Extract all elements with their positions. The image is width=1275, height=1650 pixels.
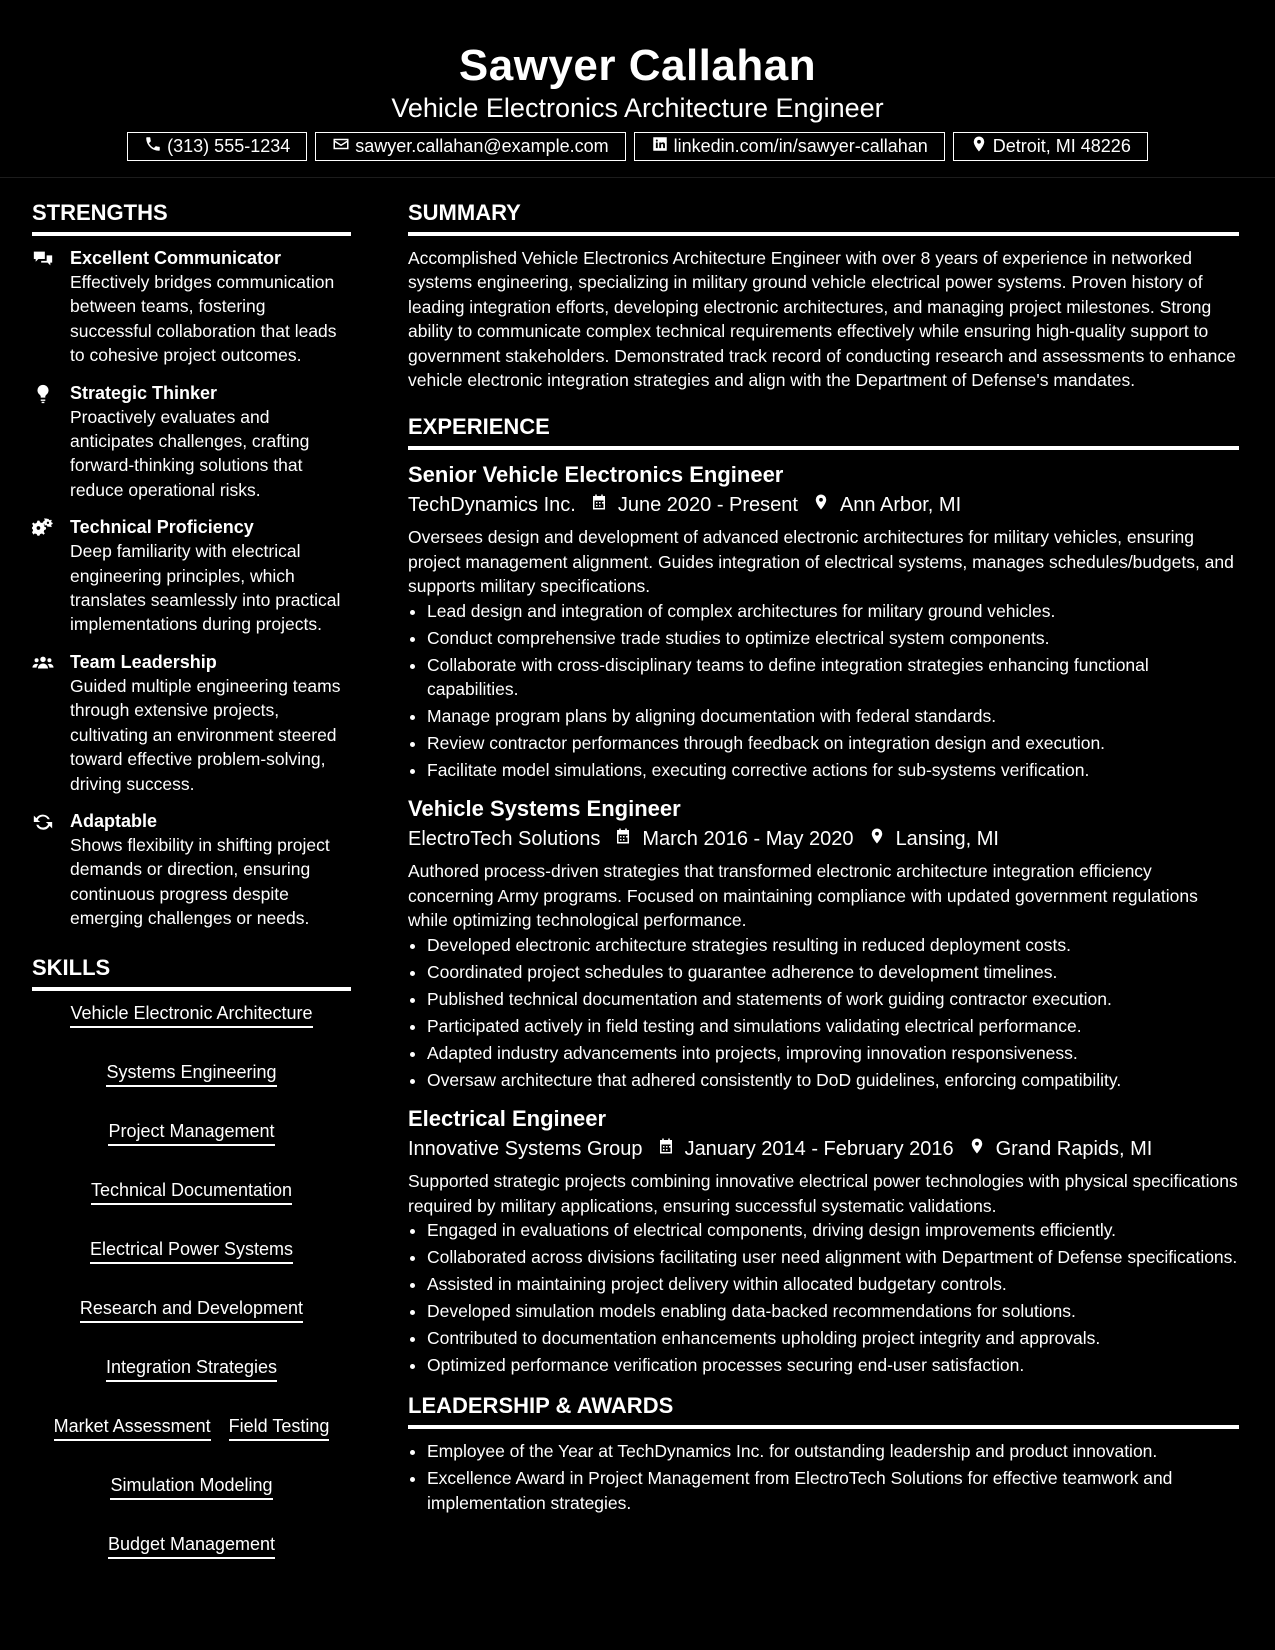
contact-email[interactable]: [315, 132, 625, 161]
calendar-icon: [600, 824, 642, 854]
role-meta: [408, 1134, 1239, 1164]
sync-icon: [32, 809, 70, 931]
strength-desc: Proactively evaluates and anticipates challenges, crafting forward-thinking solutions that reduce operational risks.: [70, 406, 310, 500]
skill-tag: Market Assessment: [54, 1414, 211, 1441]
experience-entry: [408, 1104, 1239, 1377]
bullet-item: • Collaborated across divisions facilitating user need alignment with Department of Defense specifications.: [427, 1245, 1239, 1269]
strength-item: [32, 809, 351, 931]
role-title: Electrical Engineer: [408, 1106, 607, 1132]
comments-icon: [32, 246, 70, 368]
bullet-item: • Lead design and integration of complex architectures for military ground vehicles.: [427, 599, 1239, 623]
skill-tag: Electrical Power Systems: [90, 1237, 293, 1264]
skill-tag: Research and Development: [80, 1296, 303, 1323]
bullet-item: • Published technical documentation and statements of work guiding contractor execution.: [427, 987, 1239, 1011]
company-name: Innovative Systems Group: [408, 1138, 643, 1161]
role-meta: [408, 824, 1239, 854]
role-title: Senior Vehicle Electronics Engineer: [408, 462, 784, 488]
bullet-item: • Contributed to documentation enhancements upholding project integrity and approvals.: [427, 1326, 1239, 1350]
role-dates: January 2014 - February 2016: [684, 1138, 954, 1161]
role-location: Lansing, MI: [895, 828, 999, 851]
contact-phone[interactable]: [127, 132, 307, 161]
contact-linkedin-text: linkedin.com/in/sawyer-callahan: [673, 136, 928, 156]
skill-tag: Budget Management: [108, 1532, 275, 1559]
bullet-item: • Engaged in evaluations of electrical components, driving design improvements efficiently.: [427, 1218, 1239, 1242]
skill-tag: Systems Engineering: [106, 1060, 276, 1087]
role-bullets: [408, 599, 1239, 783]
bullet-item: • Conduct comprehensive trade studies to optimize electrical system components.: [427, 626, 1239, 650]
bullet-item: • Facilitate model simulations, executing corrective actions for sub-systems verification.: [427, 758, 1239, 782]
role-bullets: [408, 933, 1239, 1092]
skill-tag: Project Management: [108, 1119, 274, 1146]
contact-linkedin[interactable]: [634, 132, 945, 161]
summary-heading: SUMMARY: [408, 196, 1239, 236]
contact-location-text: Detroit, MI 48226: [992, 136, 1131, 156]
right-column: [408, 196, 1239, 1518]
strength-item: [32, 650, 351, 796]
company-name: TechDynamics Inc.: [408, 494, 576, 517]
bullet-item: • Oversaw architecture that adhered consistently to DoD guidelines, enforcing compatibility.: [427, 1068, 1239, 1092]
skill-tag: Vehicle Electronic Architecture: [70, 1001, 312, 1028]
strength-desc: Deep familiarity with electrical engineering principles, which translates seamlessly into practical implementations during projects.: [70, 541, 341, 635]
role-title: Vehicle Systems Engineer: [408, 796, 681, 822]
map-marker-icon: [970, 135, 988, 158]
calendar-icon: [643, 1134, 685, 1164]
skills-heading: SKILLS: [32, 951, 351, 991]
role-location: Ann Arbor, MI: [839, 494, 962, 517]
calendar-icon: [576, 490, 618, 520]
bullet-item: • Collaborate with cross-disciplinary teams to define integration strategies enhancing functional capabilities.: [427, 653, 1239, 702]
strength-title: Strategic Thinker: [70, 382, 218, 403]
bullet-item: • Review contractor performances through feedback on integration design and execution.: [427, 731, 1239, 755]
award-item: • Excellence Award in Project Management from ElectroTech Solutions for effective teamwork and implementation strategies.: [427, 1466, 1239, 1515]
strength-desc: Effectively bridges communication between teams, fostering successful collaboration that leads to cohesive project outcomes.: [70, 272, 337, 366]
company-name: ElectroTech Solutions: [408, 828, 601, 851]
role-description: Authored process-driven strategies that transformed electronic architecture integration efficiency concerning Army programs. Focused on maintaining compliance with updated government regulations while optimizing technological performance.: [408, 861, 1198, 931]
awards-heading: LEADERSHIP & AWARDS: [408, 1389, 1239, 1429]
role-description: Oversees design and development of advanced electronic architectures for military vehicles, ensuring project management alignment. Guides integration of electrical systems, manages schedules/budgets, and supports military specifications.: [408, 527, 1234, 597]
award-item: • Employee of the Year at TechDynamics Inc. for outstanding leadership and product innovation.: [427, 1439, 1239, 1463]
left-column: [32, 196, 351, 1559]
bullet-item: • Developed simulation models enabling data-backed recommendations for solutions.: [427, 1299, 1239, 1323]
phone-icon: [144, 135, 162, 158]
skill-tag: Simulation Modeling: [110, 1473, 272, 1500]
bullet-item: • Adapted industry advancements into projects, improving innovation responsiveness.: [427, 1041, 1239, 1065]
envelope-icon: [332, 135, 350, 158]
role-dates: June 2020 - Present: [617, 494, 798, 517]
experience-entry: [408, 460, 1239, 782]
strength-desc: Guided multiple engineering teams through extensive projects, cultivating an environment steered toward effective problem-solving, driving success.: [70, 675, 341, 794]
map-marker-icon: [798, 490, 840, 520]
experience-entry: [408, 794, 1239, 1092]
bullet-item: • Optimized performance verification processes securing end-user satisfaction.: [427, 1353, 1239, 1377]
bullet-item: • Coordinated project schedules to guarantee adherence to development timelines.: [427, 960, 1239, 984]
users-icon: [32, 650, 70, 796]
strength-item: [32, 515, 351, 637]
strength-desc: Shows flexibility in shifting project demands or direction, ensuring continuous progress despite emerging challenges or needs.: [70, 834, 330, 929]
bullet-item: • Participated actively in field testing and simulations validating electrical performance.: [427, 1014, 1239, 1038]
linkedin-icon: [651, 135, 669, 158]
bullet-item: • Developed electronic architecture strategies resulting in reduced deployment costs.: [427, 933, 1239, 957]
role-dates: March 2016 - May 2020: [642, 828, 854, 851]
strength-title: Team Leadership: [70, 651, 217, 672]
strengths-heading: STRENGTHS: [32, 196, 351, 236]
strength-title: Excellent Communicator: [70, 248, 282, 268]
strength-item: [32, 381, 351, 503]
bullet-item: • Manage program plans by aligning documentation with federal standards.: [427, 704, 1239, 728]
map-marker-icon: [854, 824, 896, 854]
skills-list: [32, 1001, 351, 1559]
strength-item: [32, 246, 351, 368]
contact-location[interactable]: [953, 132, 1148, 161]
lightbulb-icon: [32, 381, 70, 503]
experience-heading: EXPERIENCE: [408, 410, 1239, 450]
role-location: Grand Rapids, MI: [995, 1138, 1153, 1161]
resume-header: [0, 0, 1275, 178]
contact-phone-text: (313) 555-1234: [167, 136, 291, 156]
bullet-item: • Assisted in maintaining project delivery within allocated budgetary controls.: [427, 1272, 1239, 1296]
cogs-icon: [32, 515, 70, 637]
role-meta: [408, 490, 1239, 520]
candidate-name: Sawyer Callahan: [458, 41, 817, 90]
strength-title: Technical Proficiency: [70, 517, 254, 538]
contact-email-text: sawyer.callahan@example.com: [355, 136, 609, 156]
strength-title: Adaptable: [70, 810, 158, 831]
awards-list: [408, 1439, 1239, 1515]
skill-tag: Integration Strategies: [106, 1355, 277, 1382]
contact-bar: [0, 132, 1275, 161]
skill-tag: Technical Documentation: [91, 1178, 292, 1205]
skill-tag: Field Testing: [229, 1414, 330, 1441]
role-description: Supported strategic projects combining innovative electrical power technologies with physical specifications required by military applications, ensuring successful systematic validations.: [408, 1171, 1238, 1216]
role-bullets: [408, 1218, 1239, 1377]
candidate-title: Vehicle Electronics Architecture Engineer: [391, 93, 884, 123]
map-marker-icon: [954, 1134, 996, 1164]
summary-text: Accomplished Vehicle Electronics Architecture Engineer with over 8 years of experience in networked systems engineering, specializing in military ground vehicle electrical power systems. Proven history of leading integration efforts, developing electronic architectures, and managing project milestones. Strong ability to communicate complex technical requirements effectively while ensuring high-quality support to government stakeholders. Demonstrated track record of conducting research and assessments to enhance vehicle electronic integration strategies and align with the Department of Defense's mandates.: [408, 248, 1236, 391]
